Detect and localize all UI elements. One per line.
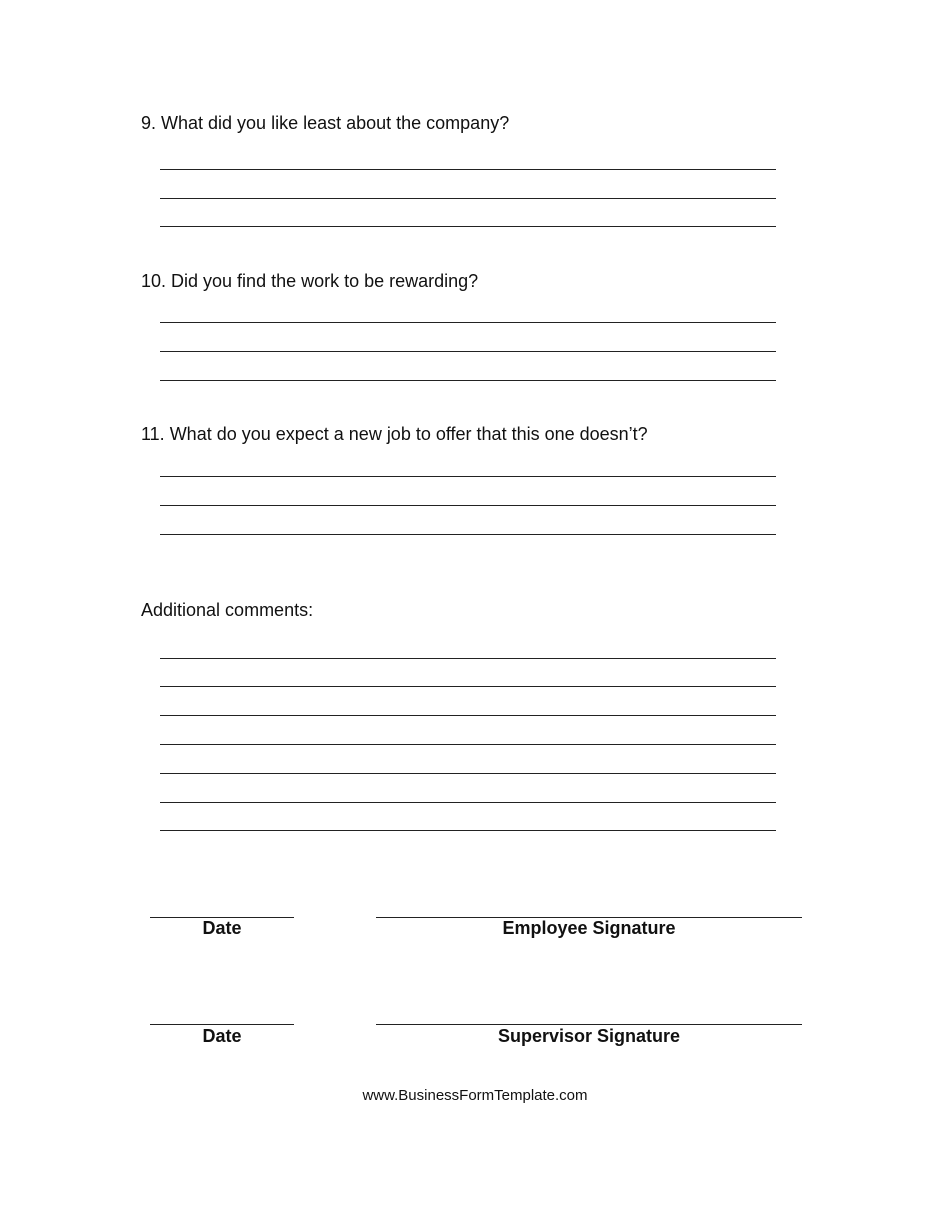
comment-line[interactable] <box>160 773 776 774</box>
supervisor-signature-label: Supervisor Signature <box>497 1026 681 1046</box>
answer-line[interactable] <box>160 198 776 199</box>
employee-signature-label: Employee Signature <box>502 918 676 938</box>
comment-line[interactable] <box>160 715 776 716</box>
answer-line[interactable] <box>160 380 776 381</box>
question-10: 10. Did you find the work to be rewarding? <box>141 271 479 291</box>
supervisor-date-label: Date <box>202 1026 242 1046</box>
comment-line[interactable] <box>160 744 776 745</box>
answer-line[interactable] <box>160 505 776 506</box>
footer-url: www.BusinessFormTemplate.com <box>362 1087 588 1104</box>
comment-line[interactable] <box>160 686 776 687</box>
answer-line[interactable] <box>160 322 776 323</box>
additional-comments-label: Additional comments: <box>141 600 314 620</box>
question-11: 11. What do you expect a new job to offer that this one doesn’t? <box>141 424 648 444</box>
answer-line[interactable] <box>160 226 776 227</box>
employee-date-label: Date <box>202 918 242 938</box>
comment-line[interactable] <box>160 830 776 831</box>
answer-line[interactable] <box>160 476 776 477</box>
comment-line[interactable] <box>160 802 776 803</box>
question-9: 9. What did you like least about the company? <box>141 113 510 133</box>
comment-line[interactable] <box>160 658 776 659</box>
answer-line[interactable] <box>160 169 776 170</box>
answer-line[interactable] <box>160 351 776 352</box>
answer-line[interactable] <box>160 534 776 535</box>
